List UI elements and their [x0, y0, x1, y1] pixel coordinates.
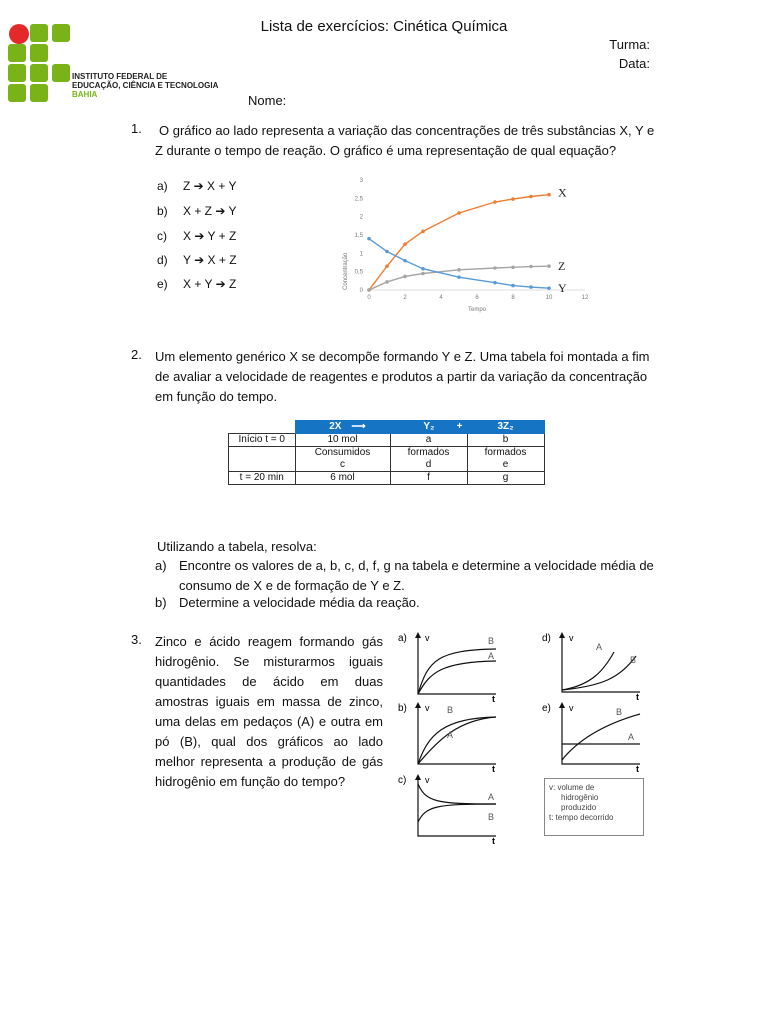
- chart-x-tick: 6: [475, 295, 479, 301]
- q2-item-b-label: b): [155, 595, 167, 610]
- q2-item-a-label: a): [155, 558, 167, 573]
- table-header-arrow: ⟶: [351, 421, 366, 432]
- svg-text:v: v: [425, 633, 430, 643]
- chart-ylabel: Concentração: [343, 252, 349, 290]
- svg-text:a): a): [398, 633, 407, 644]
- svg-text:e): e): [542, 703, 551, 714]
- data-point-x: [511, 197, 515, 201]
- q2-number: 2.: [131, 347, 142, 362]
- svg-text:b): b): [398, 703, 407, 714]
- table-cell: Consumidos: [295, 447, 390, 460]
- table-cell: Início t = 0: [229, 434, 296, 447]
- svg-text:A: A: [488, 792, 495, 802]
- chart-y-tick: 0: [359, 288, 363, 294]
- q2-text: Um elemento genérico X se decompõe formando Y e Z. Uma tabela foi montada a fim de avaliar a velocidade de reagentes e produtos a partir da variação da concentração em função do tempo.: [155, 349, 650, 404]
- legend-line: t: tempo decorrido: [549, 813, 614, 822]
- chart-x-tick: 4: [439, 295, 443, 301]
- data-point-z: [421, 272, 425, 276]
- svg-text:t: t: [636, 764, 639, 772]
- q2-item-a-text: Encontre os valores de a, b, c, d, f, g na tabela e determine a velocidade média de consumo de X e de formação de Y e Z.: [179, 558, 654, 593]
- reaction-table: [228, 420, 545, 485]
- data-point-x: [421, 230, 425, 234]
- data-point-z: [529, 265, 533, 269]
- q1-option-e: e) X + Y ➔ Z: [157, 277, 237, 291]
- table-cell: formados: [467, 447, 544, 460]
- chart-y-tick: 2: [359, 214, 363, 221]
- chart-x-tick: 12: [581, 295, 589, 301]
- document-title: Lista de exercícios: Cinética Química: [260, 18, 508, 35]
- data-point-y: [421, 267, 425, 271]
- table-cell: b: [467, 434, 544, 447]
- data-point-y: [511, 284, 515, 288]
- data-point-y: [385, 250, 389, 254]
- graph-e: [542, 700, 652, 772]
- table-header-3z2: 3Z₂: [467, 421, 544, 434]
- table-cell: d: [390, 459, 467, 472]
- data-point-y: [457, 275, 461, 279]
- table-cell: f: [390, 472, 467, 485]
- graph-b: [398, 700, 508, 772]
- svg-text:t: t: [492, 836, 495, 846]
- svg-text:B: B: [488, 812, 495, 822]
- data-point-x: [547, 193, 551, 197]
- svg-text:c): c): [398, 775, 407, 786]
- chart-x-tick: 0: [367, 295, 371, 301]
- svg-text:v: v: [425, 775, 430, 785]
- table-cell: 6 mol: [295, 472, 390, 485]
- table-cell: [229, 447, 296, 472]
- q1-number: 1.: [131, 121, 142, 136]
- data-point-z: [385, 280, 389, 284]
- series-label-x: X: [558, 185, 567, 200]
- turma-field: Turma:: [609, 37, 650, 52]
- svg-text:B: B: [630, 655, 637, 665]
- chart-xlabel: Tempo: [467, 307, 487, 313]
- chart-x-tick: 10: [545, 295, 553, 301]
- svg-text:A: A: [447, 730, 454, 740]
- table-cell: c: [295, 459, 390, 472]
- q2-item-b-text: Determine a velocidade média da reação.: [179, 595, 420, 610]
- table-header-plus: +: [456, 421, 463, 432]
- table-cell: formados: [390, 447, 467, 460]
- series-line-y: [369, 239, 549, 289]
- data-point-z: [457, 268, 461, 272]
- q1-text: O gráfico ao lado representa a variação das concentrações de três substâncias X, Y e Z durante o tempo de reação. O gráfico é uma representação de qual equação?: [155, 123, 655, 158]
- data-point-x: [493, 200, 497, 204]
- chart-y-tick: 1,5: [354, 233, 363, 239]
- data-point-y: [529, 285, 533, 289]
- data-point-z: [547, 264, 551, 268]
- q1-option-d: d) Y ➔ X + Z: [157, 253, 237, 267]
- svg-text:v: v: [425, 703, 430, 713]
- q1-option-a: a) Z ➔ X + Y: [157, 179, 237, 193]
- svg-text:B: B: [488, 636, 495, 646]
- q3-text: Zinco e ácido reagem formando gás hidrogênio. Se misturarmos iguais quantidades de ácido em duas amostras iguais em massa de zinco, uma delas em pedaços (A) e outra em pó (B), qual dos gráficos ao lado melhor representa a produção de gás hidrogênio em função do tempo?: [155, 634, 383, 789]
- chart-y-tick: 1: [359, 251, 363, 258]
- q1-option-c: c) X ➔ Y + Z: [157, 229, 237, 243]
- chart-x-tick: 2: [403, 295, 407, 301]
- svg-text:t: t: [492, 694, 495, 702]
- data-point-z: [403, 275, 407, 279]
- table-cell: 10 mol: [295, 434, 390, 447]
- data-point-x: [403, 242, 407, 246]
- chart-x-tick: 8: [511, 295, 515, 301]
- table-cell: t = 20 min: [229, 472, 296, 485]
- concentration-chart: [335, 170, 595, 320]
- data-point-x: [529, 195, 533, 199]
- svg-text:B: B: [447, 705, 454, 715]
- svg-text:v: v: [569, 703, 574, 713]
- table-header-y2: Y₂: [423, 421, 435, 432]
- chart-y-tick: 3: [359, 178, 363, 184]
- table-cell: a: [390, 434, 467, 447]
- data-point-y: [367, 237, 371, 241]
- svg-text:t: t: [636, 692, 639, 702]
- data-point-y: [403, 259, 407, 263]
- series-label-y: Y: [558, 281, 567, 296]
- data-point-z: [493, 266, 497, 270]
- svg-text:t: t: [492, 764, 495, 772]
- q2-intro: Utilizando a tabela, resolva:: [157, 539, 317, 554]
- institution-name: INSTITUTO FEDERAL DE EDUCAÇÃO, CIÊNCIA E TECNOLOGIA BAHIA: [72, 72, 219, 99]
- chart-y-tick: 0,5: [354, 269, 363, 276]
- graph-a: [398, 630, 508, 702]
- svg-text:A: A: [628, 732, 635, 742]
- svg-text:d): d): [542, 633, 551, 644]
- data-point-x: [457, 211, 461, 215]
- series-label-z: Z: [558, 259, 566, 274]
- q1-option-b: b) X + Z ➔ Y: [157, 204, 237, 218]
- institution-logo: [8, 22, 72, 104]
- data-point-y: [547, 286, 551, 290]
- chart-y-tick: 2,5: [354, 196, 363, 203]
- legend-line: v: volume de: [549, 783, 595, 792]
- table-header-2x: 2X: [329, 421, 342, 432]
- svg-text:A: A: [488, 651, 495, 661]
- legend-line: produzido: [561, 803, 597, 812]
- data-point-x: [385, 264, 389, 268]
- graph-d: [542, 630, 652, 702]
- legend-line: hidrogênio: [561, 793, 599, 802]
- table-cell: e: [467, 459, 544, 472]
- graph-legend-box: [544, 778, 644, 836]
- table-cell: g: [467, 472, 544, 485]
- data-point-z: [367, 288, 371, 292]
- q3-number: 3.: [131, 632, 142, 647]
- data-point-z: [511, 265, 515, 269]
- svg-text:v: v: [569, 633, 574, 643]
- svg-text:A: A: [596, 642, 603, 652]
- data-point-y: [493, 281, 497, 285]
- graph-c: [398, 772, 508, 846]
- data-field: Data:: [618, 56, 650, 71]
- nome-field: Nome:: [248, 93, 287, 108]
- svg-text:B: B: [616, 707, 623, 717]
